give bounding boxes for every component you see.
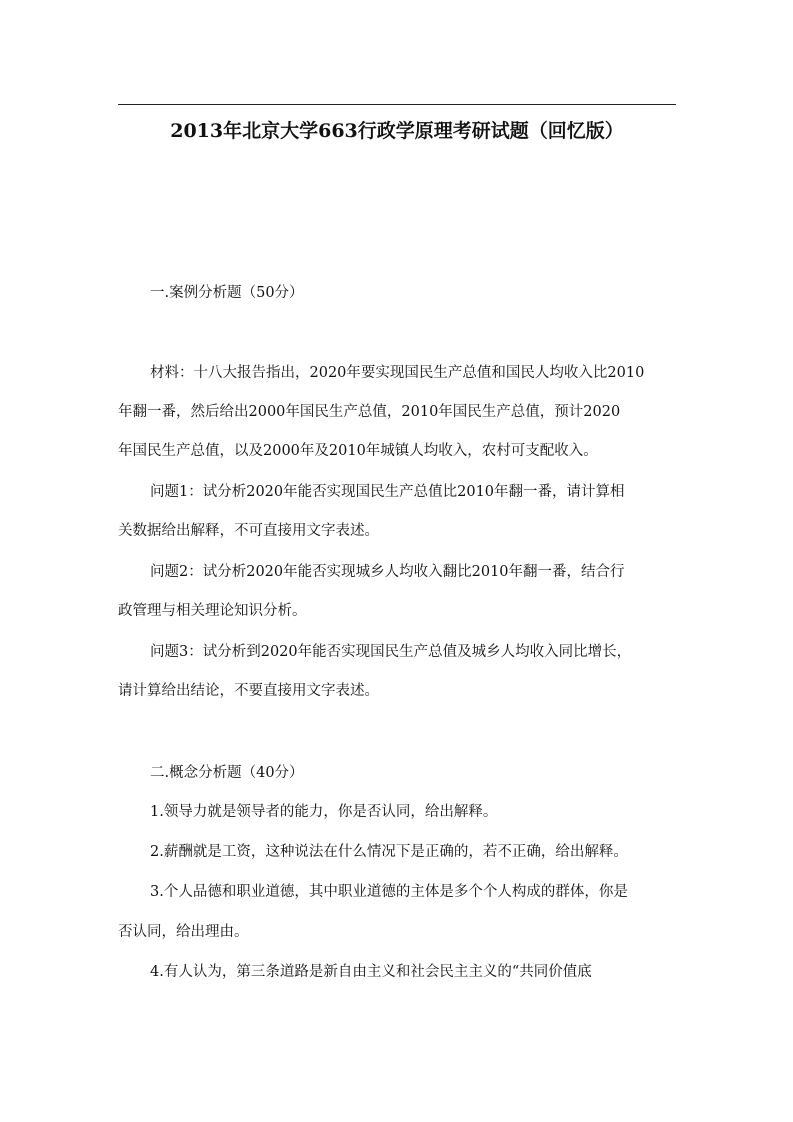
material-line: 年翻一番，然后给出2000年国民生产总值，2010年国民生产总值，预计2020 <box>118 404 621 420</box>
concept-item-2: 2.薪酬就是工资，这种说法在什么情况下是正确的，若不正确，给出解释。 <box>150 844 628 860</box>
header-rule <box>118 104 676 105</box>
concept-item-4: 4.有人认为，第三条道路是新自由主义和社会民主主义的“共同价值底 <box>150 964 592 980</box>
question-3-line: 请计算给出结论，不要直接用文字表述。 <box>118 683 379 699</box>
material-line: 材料：十八大报告指出，2020年要实现国民生产总值和国民人均收入比2010 <box>150 365 645 381</box>
question-1-line: 关数据给出解释，不可直接用文字表述。 <box>118 523 379 539</box>
question-2-line: 政管理与相关理论知识分析。 <box>118 603 307 619</box>
concept-item-3-cont: 否认同，给出理由。 <box>118 924 249 940</box>
question-1-line: 问题1：试分析2020年能否实现国民生产总值比2010年翻一番，请计算相 <box>150 484 625 500</box>
question-3-line: 问题3：试分析到2020年能否实现国民生产总值及城乡人均收入同比增长， <box>150 644 632 660</box>
material-line: 年国民生产总值，以及2000年及2010年城镇人均收入，农村可支配收入。 <box>118 443 598 459</box>
section1-heading: 一.案例分析题（50分） <box>150 285 304 301</box>
concept-item-3: 3.个人品德和职业道德，其中职业道德的主体是多个个人构成的群体，你是 <box>150 884 628 900</box>
document-title: 2013年北京大学663行政学原理考研试题（回忆版） <box>170 120 624 142</box>
section2-heading: 二.概念分析题（40分） <box>150 765 304 781</box>
concept-item-1: 1.领导力就是领导者的能力，你是否认同，给出解释。 <box>150 804 498 820</box>
question-2-line: 问题2：试分析2020年能否实现城乡人均收入翻比2010年翻一番，结合行 <box>150 564 625 580</box>
